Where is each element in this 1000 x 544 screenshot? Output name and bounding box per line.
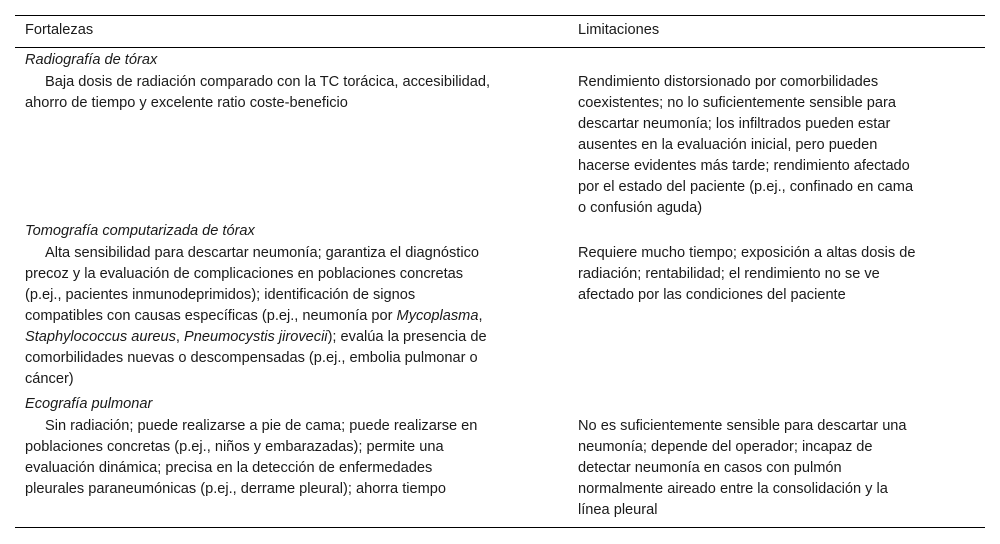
text-line: cáncer): [25, 371, 74, 387]
text-line: ausentes en la evaluación inicial, pero pueden: [578, 137, 878, 153]
section-title-ecografia: Ecografía pulmonar: [25, 396, 153, 412]
strengths-radiografia-cont: [25, 93, 348, 114]
header-strengths: Fortalezas: [25, 22, 94, 38]
text-line: poblaciones concretas (p.ej., niños y embarazadas); permite una: [25, 439, 444, 455]
text-line: línea pleural: [578, 502, 658, 518]
text-line: afectado por las condiciones del paciente: [578, 287, 846, 303]
strengths-ecografia: [45, 416, 477, 437]
text-run: ,: [478, 308, 483, 324]
text-line: (p.ej., pacientes inmunodeprimidos); identificación de signos: [25, 287, 416, 303]
text-run: ,: [175, 329, 184, 345]
limitations-tomografia: [578, 243, 915, 306]
limitations-radiografia: [578, 72, 913, 219]
table-bottom-rule: [15, 527, 985, 528]
header-limitations: Limitaciones: [578, 22, 660, 38]
text-line: hacerse evidentes más tarde; rendimiento afectado: [578, 158, 910, 174]
text-line: descartar neumonía; los infiltrados pueden estar: [578, 116, 891, 132]
text-line: normalmente aireado entre la consolidación y la: [578, 481, 888, 497]
text-line: coexistentes; no lo suficientemente sensible para: [578, 95, 897, 111]
section-title-tomografia: Tomografía computarizada de tórax: [25, 223, 255, 239]
text-line: neumonía; depende del operador; incapaz de: [578, 439, 873, 455]
text-line: detectar neumonía en casos con pulmón: [578, 460, 842, 476]
text-line: ahorro de tiempo y excelente ratio coste-beneficio: [25, 95, 348, 111]
strengths-ecografia-cont: [25, 437, 446, 500]
text-line: precoz y la evaluación de complicaciones en poblaciones concretas: [25, 266, 464, 282]
table-top-rule: [15, 15, 985, 16]
text-run: compatibles con causas específicas (p.ej., neumonía por: [25, 308, 397, 324]
limitations-ecografia: [578, 416, 907, 521]
text-line: comorbilidades nuevas o descompensadas (p.ej., embolia pulmonar o: [25, 350, 478, 366]
strengths-tomografia: [45, 243, 479, 264]
text-line: Baja dosis de radiación comparado con la TC torácica, accesibilidad,: [45, 74, 491, 90]
strengths-radiografia: [45, 72, 490, 93]
header-rule: [15, 47, 985, 48]
organism-name: Staphylococcus aureus: [25, 329, 176, 345]
text-line-mixed: [25, 327, 487, 348]
text-line: Rendimiento distorsionado por comorbilidades: [578, 74, 879, 90]
text-line: Alta sensibilidad para descartar neumonía; garantiza el diagnóstico: [45, 245, 480, 261]
text-line: Sin radiación; puede realizarse a pie de cama; puede realizarse en: [45, 418, 478, 434]
organism-name: Mycoplasma: [396, 308, 479, 324]
organism-name: Pneumocystis jirovecii: [184, 329, 328, 345]
text-line-mixed: [25, 306, 487, 327]
strengths-tomografia-cont: [25, 264, 487, 390]
text-run: ); evalúa la presencia de: [327, 329, 487, 345]
text-line: No es suficientemente sensible para descartar una: [578, 418, 907, 434]
text-line: evaluación dinámica; precisa en la detección de enfermedades: [25, 460, 433, 476]
text-line: por el estado del paciente (p.ej., confinado en cama: [578, 179, 914, 195]
section-title-radiografia: Radiografía de tórax: [25, 52, 158, 68]
text-line: o confusión aguda): [578, 200, 703, 216]
text-line: pleurales paraneumónicas (p.ej., derrame pleural); ahorra tiempo: [25, 481, 447, 497]
text-line: radiación; rentabilidad; el rendimiento no se ve: [578, 266, 880, 282]
text-line: Requiere mucho tiempo; exposición a altas dosis de: [578, 245, 916, 261]
